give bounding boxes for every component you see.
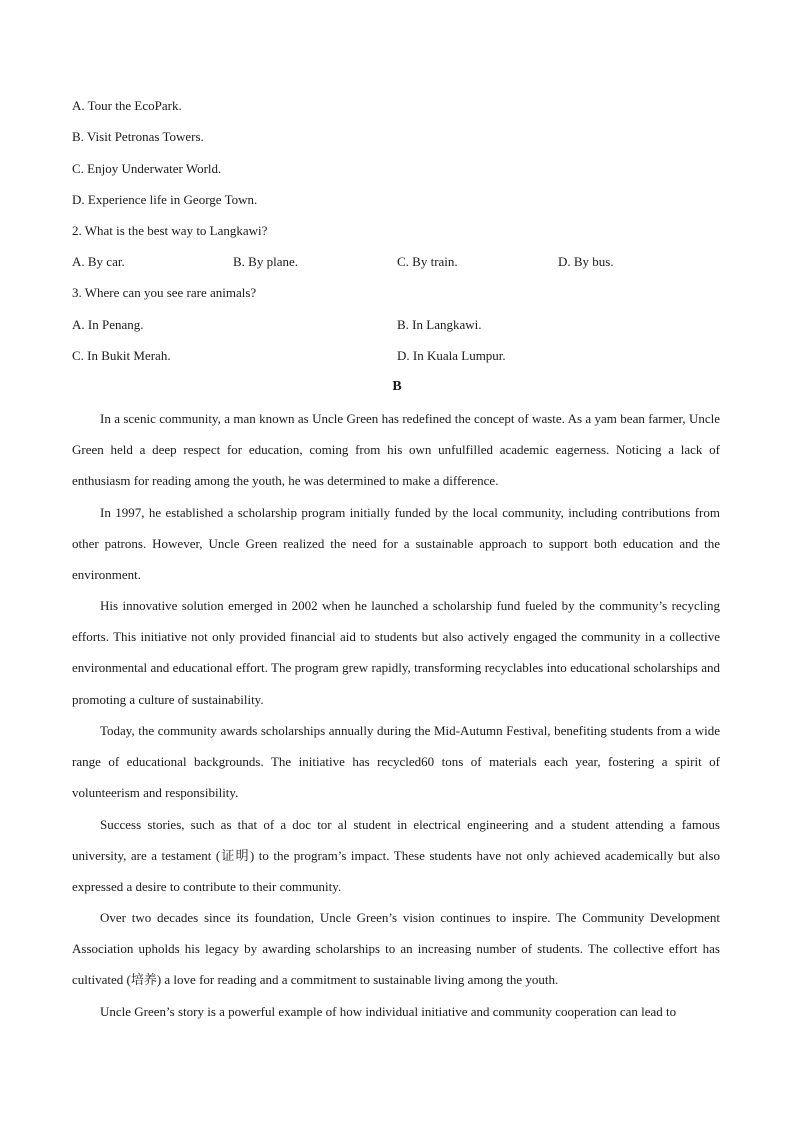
q2-option-b: B. By plane. [233, 254, 298, 269]
q3-option-a: A. In Penang. [72, 317, 144, 332]
q2-option-a: A. By car. [72, 254, 125, 269]
passage-paragraph-6: Over two decades since its foundation, Uncle Green’s vision continues to inspire. The Community Development Association upholds his legacy by awarding scholarships to an increasing number of students. The collective effort has cultivated (培养) a love for reading and a commitment to sustainable living among the youth. [72, 910, 720, 988]
q3-question: 3. Where can you see rare animals? [72, 285, 257, 300]
passage-paragraph-5: Success stories, such as that of a doc tor al student in electrical engineering and a student attending a famous university, are a testament (证明) to the program’s impact. These students have not only achieved academically but also expressed a desire to contribute to their community. [72, 817, 720, 895]
section-heading: B [392, 379, 402, 394]
q2-option-c: C. By train. [397, 254, 458, 269]
q1-option-c: C. Enjoy Underwater World. [72, 161, 222, 176]
passage-paragraph-4: Today, the community awards scholarships annually during the Mid-Autumn Festival, benefiting students from a wide range of educational backgrounds. The initiative has recycled60 tons of materials each year, fostering a spirit of volunteerism and responsibility. [72, 723, 720, 801]
q3-option-d: D. In Kuala Lumpur. [397, 348, 506, 363]
passage-paragraph-2: In 1997, he established a scholarship program initially funded by the local community, including contributions from other patrons. However, Uncle Green realized the need for a sustainable approach to support both education and the environment. [72, 505, 720, 583]
q2-question: 2. What is the best way to Langkawi? [72, 223, 268, 238]
passage-paragraph-3: His innovative solution emerged in 2002 when he launched a scholarship fund fueled by the community’s recycling efforts. This initiative not only provided financial aid to students but also actively engaged the community in a collective environmental and educational effort. The program grew rapidly, transforming recyclables into educational scholarships and promoting a culture of sustainability. [72, 598, 720, 707]
q3-option-c: C. In Bukit Merah. [72, 348, 171, 363]
passage-paragraph-1: In a scenic community, a man known as Uncle Green has redefined the concept of waste. As a yam bean farmer, Uncle Green held a deep respect for education, coming from his own unfulfilled academic eagerness. Noticing a lack of enthusiasm for reading among the youth, he was determined to make a difference. [72, 411, 720, 489]
q1-option-d: D. Experience life in George Town. [72, 192, 258, 207]
q1-option-a: A. Tour the EcoPark. [72, 98, 182, 113]
q3-option-b: B. In Langkawi. [397, 317, 482, 332]
q1-option-b: B. Visit Petronas Towers. [72, 129, 204, 144]
passage-paragraph-7: Uncle Green’s story is a powerful example of how individual initiative and community cooperation can lead to [100, 1004, 677, 1019]
q2-option-d: D. By bus. [558, 254, 614, 269]
